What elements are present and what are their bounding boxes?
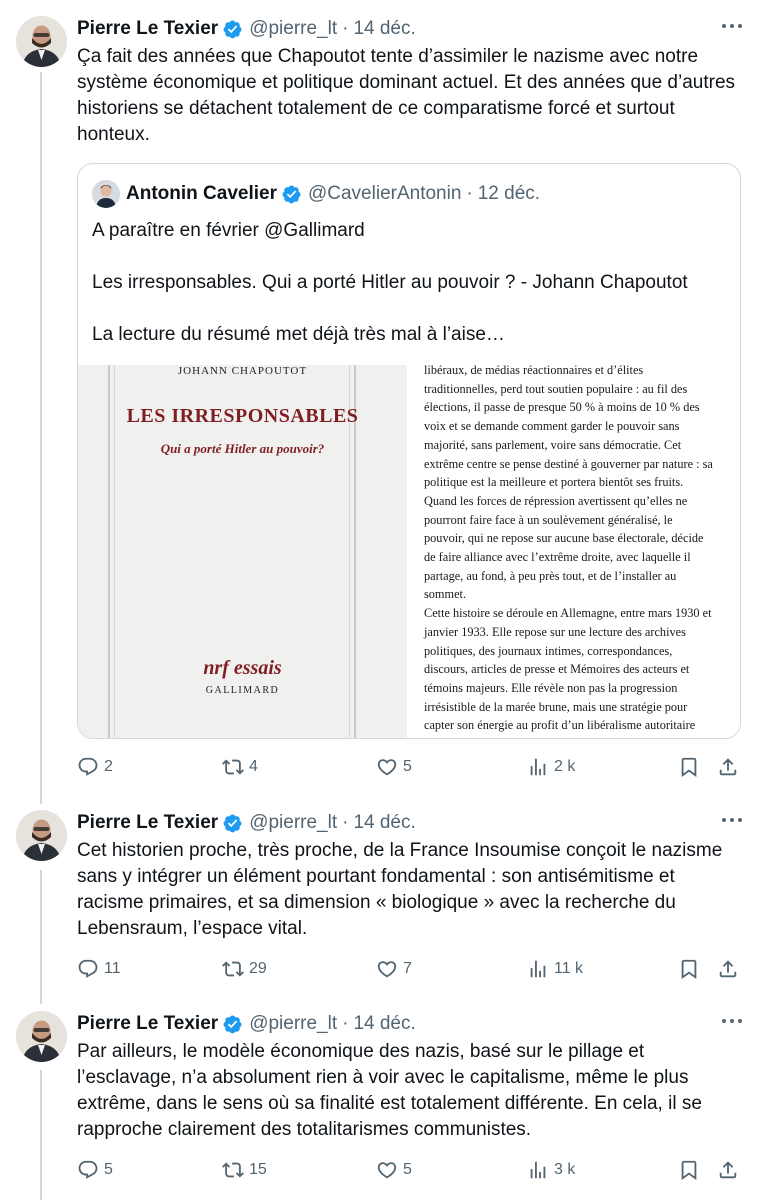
verified-badge-icon	[281, 184, 302, 205]
reply-count: 2	[104, 758, 113, 775]
retweet-count: 4	[249, 758, 258, 775]
reply-icon	[77, 756, 99, 778]
reply-button[interactable]	[77, 1156, 113, 1184]
author-handle[interactable]: @pierre_lt	[249, 18, 338, 39]
tweet-header	[77, 810, 416, 836]
book-title: LES IRRESPONSABLES	[126, 405, 359, 427]
share-icon	[717, 958, 739, 980]
more-icon[interactable]	[721, 816, 743, 824]
views-button[interactable]	[527, 753, 575, 781]
like-icon	[376, 958, 398, 980]
share-button[interactable]	[717, 955, 739, 983]
quoted-tweet-date[interactable]: 12 déc.	[477, 183, 541, 204]
views-count: 11 k	[554, 960, 584, 977]
avatar[interactable]	[16, 1011, 67, 1062]
reply-icon	[77, 958, 99, 980]
tweet-text: Cet historien proche, très proche, de la France Insoumise conçoit le nazisme sans y intégrer un élément pourtant fondamental : son antisémitisme et racisme primaires, et sa dimension « biologique » avec la recherche du Lebensraum, l’espace vital.	[77, 840, 728, 939]
like-icon	[376, 1159, 398, 1181]
like-icon	[376, 756, 398, 778]
tweet-date[interactable]: 14 déc.	[353, 18, 416, 39]
reply-count: 5	[104, 1161, 113, 1178]
bookmark-button[interactable]	[678, 753, 700, 781]
reply-count: 11	[104, 960, 121, 977]
verified-badge-icon	[222, 19, 243, 40]
like-count: 5	[403, 1161, 412, 1178]
views-count: 2 k	[554, 758, 576, 775]
more-icon[interactable]	[721, 22, 743, 30]
author-handle[interactable]: @pierre_lt	[249, 812, 338, 833]
author-handle[interactable]: @pierre_lt	[249, 1013, 338, 1034]
views-count: 3 k	[554, 1161, 576, 1178]
like-button[interactable]	[376, 1156, 412, 1184]
separator: ·	[342, 1013, 349, 1034]
quoted-author-name[interactable]: Antonin Cavelier	[126, 183, 277, 204]
tweet[interactable]	[0, 810, 763, 990]
share-button[interactable]	[717, 1156, 739, 1184]
retweet-button[interactable]	[222, 955, 267, 983]
book-cover	[78, 365, 407, 739]
retweet-count: 29	[249, 960, 267, 977]
views-icon	[527, 958, 549, 980]
quoted-tweet-text: A paraître en février @Gallimard Les irresponsables. Qui a porté Hitler au pouvoir ? - Johann Chapoutot La lecture du résumé met déjà très mal à l’aise…	[92, 220, 688, 345]
quoted-tweet[interactable]	[77, 163, 741, 739]
bookmark-button[interactable]	[678, 1156, 700, 1184]
quoted-tweet-header	[92, 180, 540, 208]
tweet-actions	[77, 753, 747, 781]
tweet-date[interactable]: 14 déc.	[353, 1013, 416, 1034]
tweet-header	[77, 1011, 416, 1037]
retweet-icon	[222, 756, 244, 778]
verified-badge-icon	[222, 813, 243, 834]
bookmark-button[interactable]	[678, 955, 700, 983]
bookmark-icon	[678, 756, 700, 778]
book-author: JOHANN CHAPOUTOT	[177, 365, 308, 377]
share-icon	[717, 1159, 739, 1181]
separator: ·	[342, 812, 349, 833]
retweet-button[interactable]	[222, 753, 258, 781]
like-count: 7	[403, 960, 412, 977]
retweet-count: 15	[249, 1161, 267, 1178]
tweet[interactable]	[0, 16, 763, 796]
retweet-icon	[222, 1159, 244, 1181]
book-publisher: GALLIMARD	[205, 685, 280, 696]
tweet-text: Par ailleurs, le modèle économique des nazis, basé sur le pillage et l’esclavage, n’a absolument rien à voir avec le capitalisme, même le plus extrême, dans le sens où sa finalité est totalement différente. En cela, il se rapproche clairement des totalitarismes communistes.	[77, 1041, 708, 1140]
tweet[interactable]	[0, 1011, 763, 1200]
quoted-author-handle[interactable]: @CavelierAntonin	[307, 183, 462, 204]
retweet-button[interactable]	[222, 1156, 267, 1184]
more-icon[interactable]	[721, 1017, 743, 1025]
like-count: 5	[403, 758, 412, 775]
tweet-actions	[77, 955, 747, 983]
avatar[interactable]	[16, 16, 67, 67]
views-icon	[527, 756, 549, 778]
like-button[interactable]	[376, 753, 412, 781]
views-button[interactable]	[527, 955, 583, 983]
retweet-icon	[222, 958, 244, 980]
share-icon	[717, 756, 739, 778]
quoted-tweet-image[interactable]	[78, 365, 741, 739]
views-button[interactable]	[527, 1156, 575, 1184]
reply-button[interactable]	[77, 955, 121, 983]
like-button[interactable]	[376, 955, 412, 983]
author-name[interactable]: Pierre Le Texier	[77, 18, 219, 39]
author-name[interactable]: Pierre Le Texier	[77, 1013, 219, 1034]
views-icon	[527, 1159, 549, 1181]
bookmark-icon	[678, 958, 700, 980]
avatar[interactable]	[92, 180, 120, 208]
verified-badge-icon	[222, 1014, 243, 1035]
reply-icon	[77, 1159, 99, 1181]
tweet-header	[77, 16, 416, 42]
book-subtitle: Qui a porté Hitler au pouvoir?	[160, 441, 325, 456]
tweet-text: Ça fait des années que Chapoutot tente d’assimiler le nazisme avec notre système économique et politique dominant actuel. Et des années que d’autres historiens se détachent totalement de ce comparatisme forcé et surtout honteux.	[77, 46, 741, 145]
share-button[interactable]	[717, 753, 739, 781]
tweet-date[interactable]: 14 déc.	[353, 812, 416, 833]
separator: ·	[342, 18, 349, 39]
bookmark-icon	[678, 1159, 700, 1181]
separator: ·	[466, 183, 473, 204]
book-collection: nrf essais	[203, 657, 282, 679]
reply-button[interactable]	[77, 753, 113, 781]
avatar[interactable]	[16, 810, 67, 861]
book-summary: libéraux, de médias réactionnaires et d’élites traditionnelles, perd tout soutien populaire : au fil des élections, il passe de presque 50 % à moins de 10 % des voix et se demande comment garder le pouvoir sans majorité, sans parlement, voire sans démocratie. Cet extrême centre se pense destiné à gouverner par nature : sa politique est la meilleure et portera bientôt ses fruits. Quand les forces de répression avertissent qu’elles ne pourront faire face à un soulèvement généralisé, le pouvoir, qui ne repose sur aucune base électorale, décide de faire alliance avec l’extrême droite, avec laquelle il partage, au fond, à peu près tout, et de l’installer au sommet. Cette histoire se déroule en Allemagne, entre mars 1930 et janvier 1933. Elle repose sur une lecture des archives politiques, des journaux intimes, correspondances, discours, articles de presse et Mémoires des acteurs et témoins majeurs. Elle révèle non pas la progression irrésistible de la marée brune, mais une stratégie pour capter son énergie au profit d’un libéralisme autoritaire	[424, 365, 713, 733]
tweet-actions	[77, 1156, 747, 1184]
author-name[interactable]: Pierre Le Texier	[77, 812, 219, 833]
